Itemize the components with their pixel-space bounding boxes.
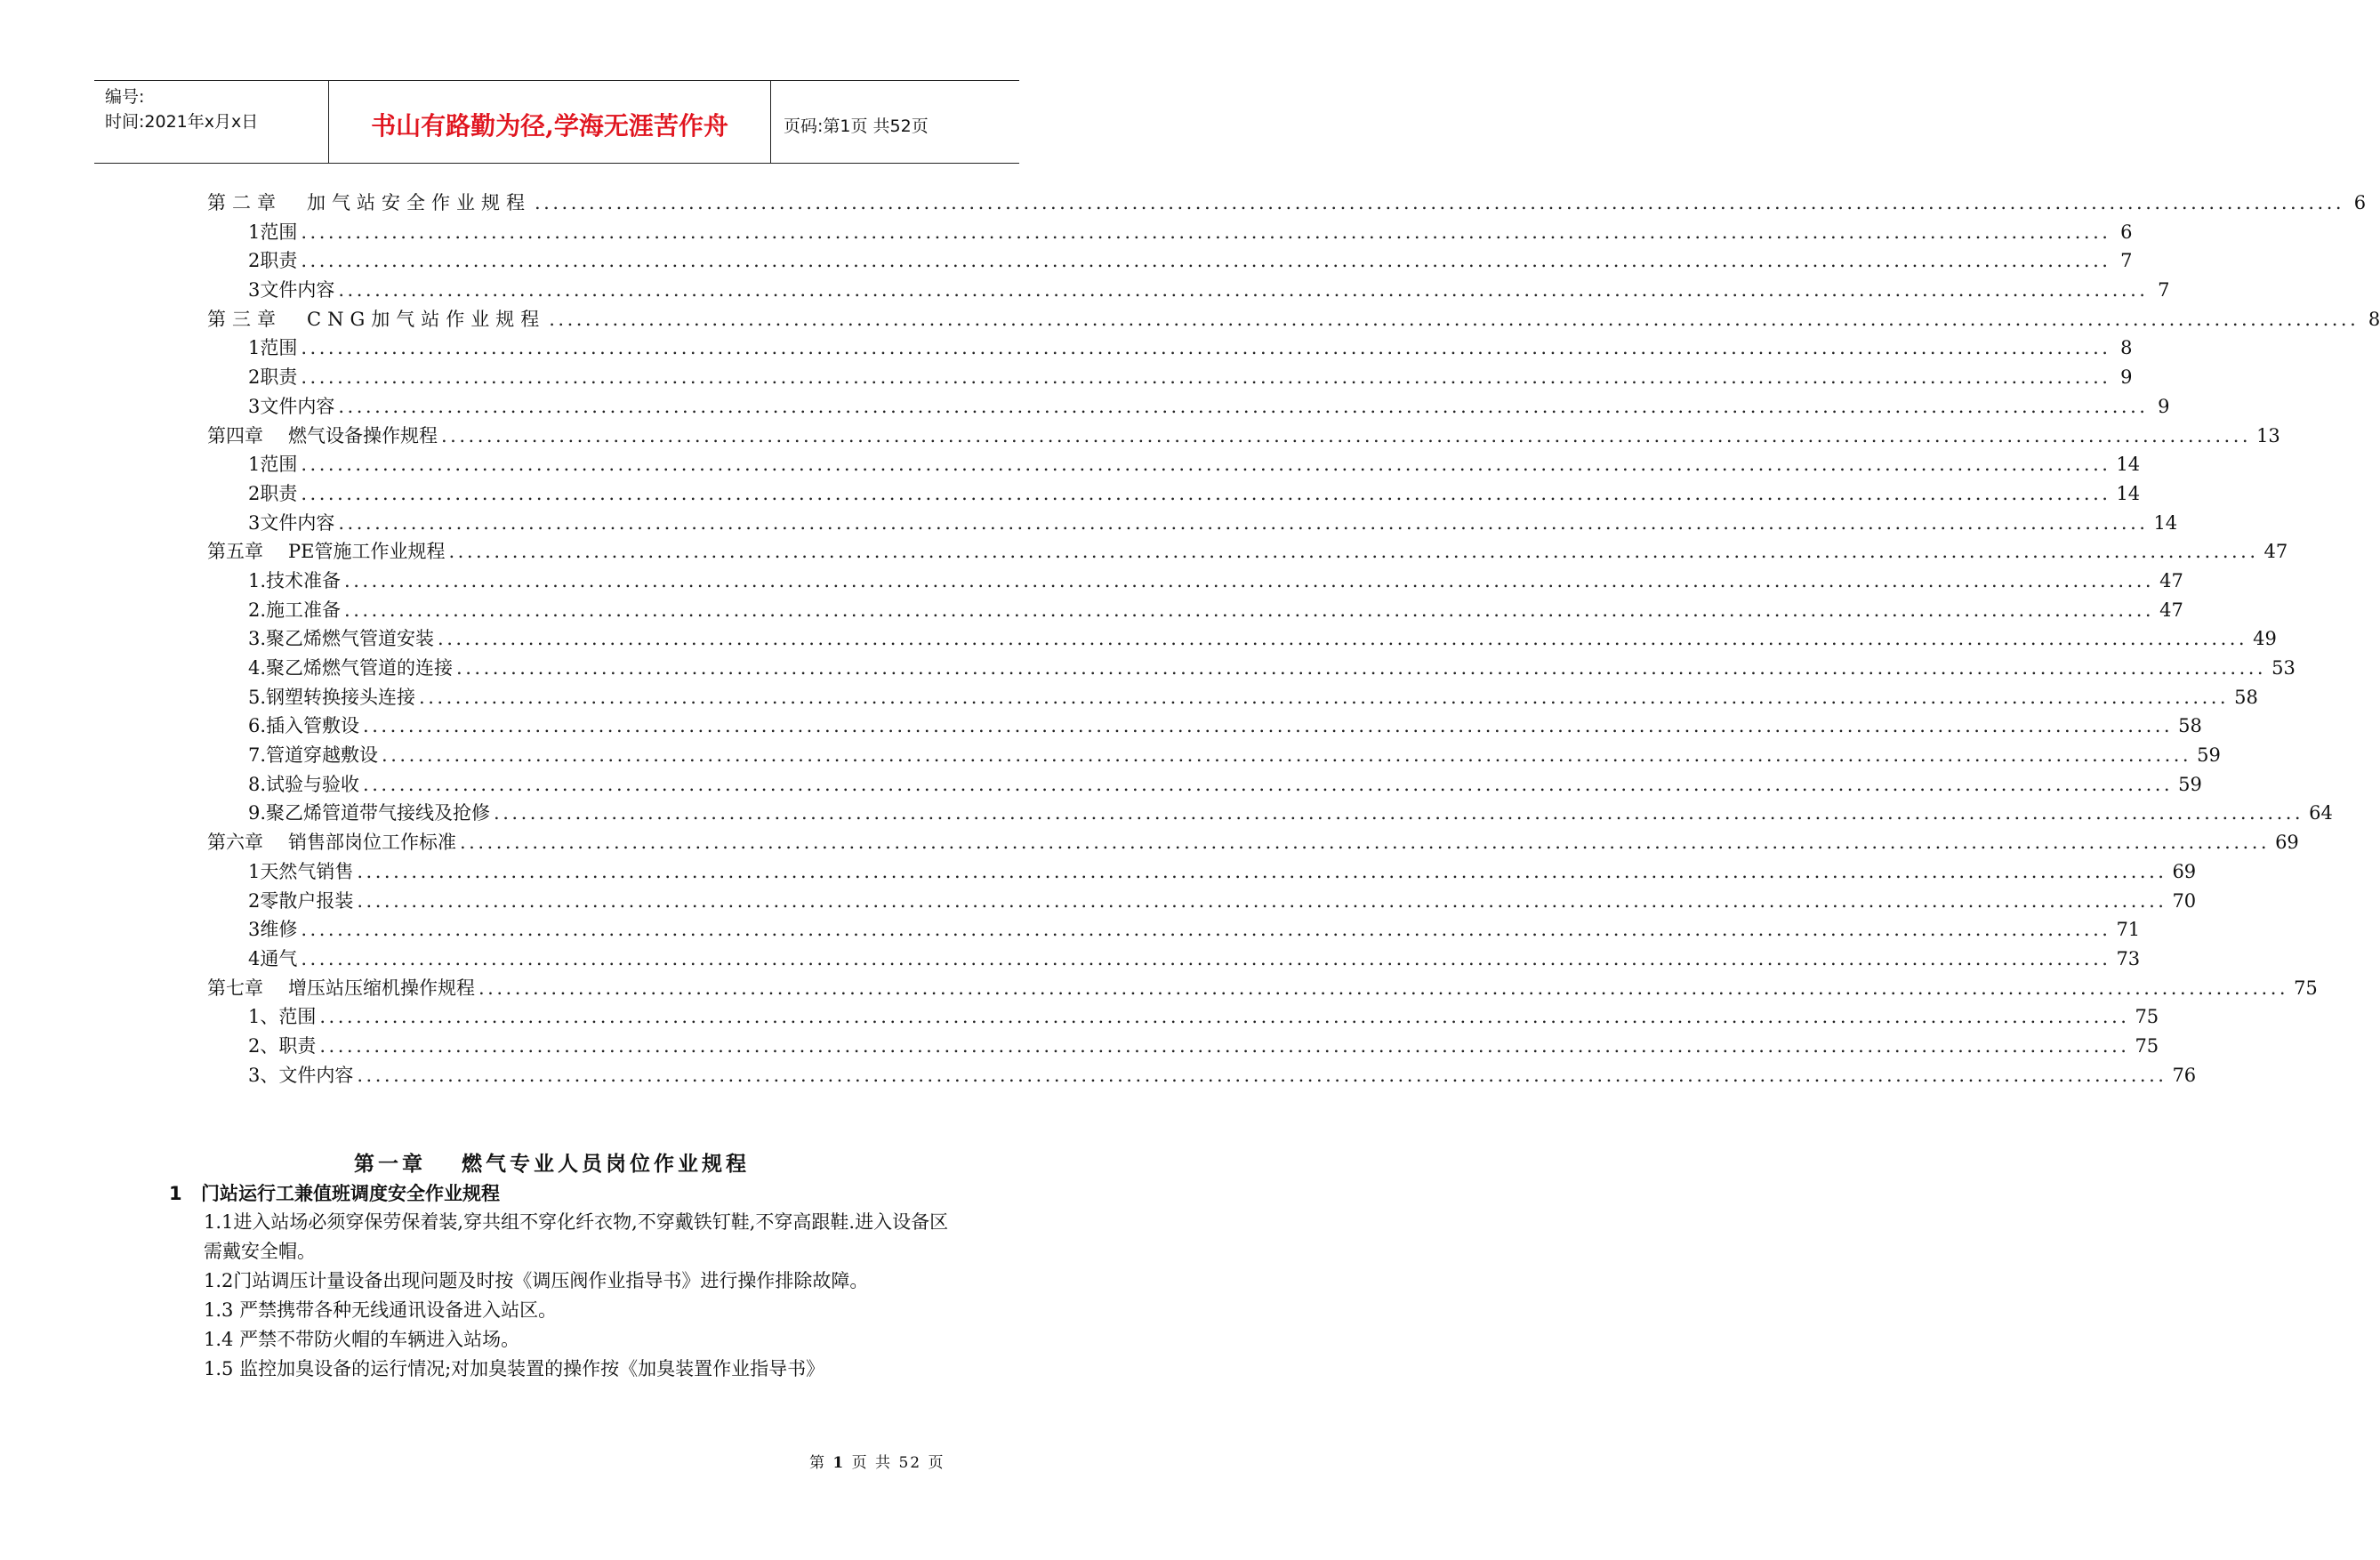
toc-entry-number: 7.	[248, 744, 267, 767]
toc-entry-title: 文件内容	[260, 395, 335, 417]
paragraph: 1.3 严禁携带各种无线通讯设备进入站区。	[204, 1299, 558, 1321]
toc-entry-page: 70	[2172, 889, 2197, 912]
toc-item-entry[interactable]	[207, 1002, 2159, 1032]
toc-entry-title: 增压站压缩机操作规程	[288, 977, 475, 999]
toc-entry-page: 69	[2275, 832, 2299, 854]
toc-entry-title: 职责	[260, 482, 298, 504]
toc-leader-dots: ........................................................................................................................................................................................................	[301, 947, 2111, 969]
toc-item-entry[interactable]	[207, 712, 2202, 741]
toc-leader-dots: ........................................................................................................................................................................................................	[357, 860, 2167, 882]
toc-entry-page: 58	[2178, 715, 2202, 737]
toc-item-entry[interactable]	[207, 1032, 2159, 1061]
toc-entry-number: 3.	[248, 628, 267, 650]
toc-leader-dots: ........................................................................................................................................................................................................	[382, 744, 2192, 767]
toc-entry-page: 59	[2197, 744, 2221, 767]
toc-entry-title: 文件内容	[260, 279, 335, 302]
header-page-label: 页码:第1页 共52页	[784, 116, 929, 136]
toc-leader-dots: ........................................................................................................................................................................................................	[438, 628, 2248, 650]
header-motto: 书山有路勤为径,学海无涯苦作舟	[329, 81, 771, 163]
page-footer	[809, 1450, 945, 1472]
toc-entry-page: 14	[2116, 454, 2141, 476]
toc-entry-number: 2	[248, 250, 261, 272]
paragraph: 1.1进入站场必须穿保劳保着装,穿共组不穿化纤衣物,不穿戴铁钉鞋,不穿高跟鞋.进入设备区需戴安全帽。	[204, 1211, 949, 1262]
toc-entry-page: 75	[2135, 1006, 2159, 1028]
toc-leader-dots: ........................................................................................................................................................................................................	[319, 1034, 2130, 1057]
toc-entry-page: 53	[2271, 657, 2296, 679]
toc-entry-page: 71	[2116, 919, 2141, 941]
toc-entry-number: 3、	[248, 1064, 279, 1086]
toc-leader-dots: ........................................................................................................................................................................................................	[301, 366, 2111, 389]
toc-chapter-entry[interactable]	[207, 305, 2380, 334]
toc-entry-number: 1	[248, 337, 261, 359]
toc-entry-title: CNG加气站作业规程	[307, 308, 546, 330]
toc-entry-title: 聚乙烯管道带气接线及抢修	[266, 802, 491, 824]
toc-leader-dots: ........................................................................................................................................................................................................	[478, 977, 2289, 999]
toc-item-entry[interactable]	[207, 654, 2296, 683]
toc-entry-number: 8.	[248, 773, 267, 795]
toc-entry-page: 8	[2368, 308, 2380, 330]
toc-entry-number: 3	[248, 511, 261, 534]
toc-entry-title: 燃气设备操作规程	[288, 424, 438, 446]
toc-entry-page: 73	[2116, 947, 2141, 969]
toc-leader-dots: ........................................................................................................................................................................................................	[363, 715, 2174, 737]
toc-entry-title: 职责	[278, 1034, 317, 1057]
toc-leader-dots: ........................................................................................................................................................................................................	[357, 889, 2167, 912]
footer-mid: 页 共	[851, 1454, 893, 1472]
toc-entry-number: 2	[248, 889, 261, 912]
toc-item-entry[interactable]	[207, 799, 2333, 828]
toc-entry-number: 第五章	[207, 541, 263, 563]
toc-leader-dots: ........................................................................................................................................................................................................	[494, 802, 2304, 824]
toc-entry-number: 1.	[248, 569, 267, 591]
toc-item-entry[interactable]	[207, 334, 2133, 363]
toc-leader-dots: ........................................................................................................................................................................................................	[301, 454, 2111, 476]
toc-item-entry[interactable]	[207, 683, 2258, 712]
toc-item-entry[interactable]	[207, 567, 2183, 596]
toc-entry-title: 天然气销售	[260, 860, 354, 882]
toc-entry-number: 3	[248, 395, 261, 417]
toc-entry-title: 文件内容	[278, 1064, 354, 1086]
toc-item-entry[interactable]	[207, 450, 2141, 479]
toc-leader-dots: ........................................................................................................................................................................................................	[448, 541, 2259, 563]
paragraph: 1.5 监控加臭设备的运行情况;对加臭装置的操作按《加臭装置作业指导书》	[204, 1358, 825, 1379]
toc-entry-title: 管道穿越敷设	[266, 744, 379, 767]
toc-entry-page: 7	[2120, 250, 2133, 272]
toc-entry-page: 47	[2159, 599, 2183, 621]
toc-leader-dots: ........................................................................................................................................................................................................	[344, 569, 2155, 591]
toc-entry-number: 2	[248, 482, 261, 504]
toc-entry-number: 3	[248, 919, 261, 941]
toc-entry-page: 14	[2116, 482, 2141, 504]
toc-entry-number: 第六章	[207, 832, 263, 854]
toc-chapter-entry[interactable]	[207, 828, 2299, 857]
header-left-cell	[94, 81, 329, 163]
toc-entry-title: 职责	[260, 250, 298, 272]
toc-leader-dots: ........................................................................................................................................................................................................	[301, 337, 2111, 359]
footer-total-pages: 52	[898, 1454, 922, 1472]
toc-item-entry[interactable]	[207, 363, 2133, 392]
chapter-number: 第一章	[354, 1153, 426, 1176]
toc-entry-number: 1、	[248, 1006, 279, 1028]
toc-item-entry[interactable]	[207, 479, 2141, 509]
paragraph: 1.2门站调压计量设备出现问题及时按《调压阀作业指导书》进行操作排除故障。	[204, 1270, 869, 1291]
toc-entry-title: PE管施工作业规程	[288, 541, 446, 563]
toc-entry-page: 47	[2263, 541, 2288, 563]
toc-entry-number: 6.	[248, 715, 267, 737]
footer-prefix: 第	[809, 1454, 826, 1472]
toc-entry-page: 8	[2120, 337, 2133, 359]
toc-item-entry[interactable]	[207, 887, 2197, 916]
toc-entry-title: 文件内容	[260, 511, 335, 534]
toc-entry-number: 2.	[248, 599, 267, 621]
toc-entry-number: 第四章	[207, 424, 263, 446]
toc-entry-title: 销售部岗位工作标准	[288, 832, 456, 854]
toc-entry-title: 零散户报装	[260, 889, 354, 912]
toc-entry-title: 钢塑转换接头连接	[266, 686, 416, 708]
section-title: 门站运行工兼值班调度安全作业规程	[201, 1183, 500, 1204]
toc-item-entry[interactable]	[207, 392, 2170, 422]
toc-entry-title: 范围	[260, 337, 298, 359]
toc-entry-page: 13	[2256, 424, 2280, 446]
footer-suffix: 页	[928, 1454, 945, 1472]
toc-entry-page: 59	[2178, 773, 2202, 795]
toc-item-entry[interactable]	[207, 509, 2178, 538]
toc-leader-dots: ........................................................................................................................................................................................................	[301, 482, 2111, 504]
toc-item-entry[interactable]	[207, 857, 2197, 887]
toc-item-entry[interactable]	[207, 276, 2170, 305]
toc-item-entry[interactable]	[207, 624, 2277, 654]
toc-entry-title: 维修	[260, 919, 298, 941]
toc-entry-title: 施工准备	[266, 599, 342, 621]
toc-entry-title: 范围	[260, 221, 298, 243]
toc-entry-title: 加气站安全作业规程	[307, 192, 531, 213]
section-number: 1	[169, 1183, 182, 1204]
toc-entry-number: 4.	[248, 657, 267, 679]
toc-entry-title: 聚乙烯燃气管道的连接	[266, 657, 454, 679]
toc-leader-dots: ........................................................................................................................................................................................................	[338, 395, 2149, 417]
toc-leader-dots: ........................................................................................................................................................................................................	[301, 250, 2111, 272]
toc-entry-title: 技术准备	[266, 569, 342, 591]
toc-item-entry[interactable]	[207, 1061, 2197, 1090]
toc-item-entry[interactable]	[207, 218, 2133, 247]
toc-entry-title: 通气	[260, 947, 298, 969]
toc-leader-dots: ........................................................................................................................................................................................................	[460, 832, 2271, 854]
toc-leader-dots: ........................................................................................................................................................................................................	[338, 279, 2149, 302]
toc-item-entry[interactable]	[207, 246, 2133, 276]
toc-entry-number: 5.	[248, 686, 267, 708]
toc-entry-page: 9	[2158, 395, 2170, 417]
toc-chapter-entry[interactable]	[207, 974, 2318, 1003]
section-body	[204, 1208, 958, 1384]
toc-entry-page: 9	[2120, 366, 2133, 389]
toc-leader-dots: ........................................................................................................................................................................................................	[535, 192, 2345, 213]
table-of-contents	[207, 189, 2380, 1090]
toc-leader-dots: ........................................................................................................................................................................................................	[357, 1064, 2167, 1086]
toc-entry-number: 第二章	[207, 192, 282, 213]
toc-leader-dots: ........................................................................................................................................................................................................	[344, 599, 2155, 621]
toc-entry-page: 6	[2353, 192, 2367, 213]
document-number-label: 编号:	[105, 87, 145, 107]
toc-entry-number: 1	[248, 221, 261, 243]
toc-item-entry[interactable]	[207, 945, 2141, 974]
toc-entry-number: 第三章	[207, 308, 282, 330]
toc-entry-number: 2	[248, 366, 261, 389]
toc-leader-dots: ........................................................................................................................................................................................................	[441, 424, 2252, 446]
toc-entry-title: 范围	[260, 454, 298, 476]
toc-entry-page: 14	[2153, 511, 2178, 534]
toc-entry-number: 4	[248, 947, 261, 969]
toc-leader-dots: ........................................................................................................................................................................................................	[419, 686, 2230, 708]
toc-leader-dots: ........................................................................................................................................................................................................	[301, 221, 2111, 243]
toc-entry-page: 64	[2309, 802, 2333, 824]
toc-entry-page: 49	[2253, 628, 2277, 650]
toc-entry-title: 插入管敷设	[266, 715, 360, 737]
toc-entry-title: 聚乙烯燃气管道安装	[266, 628, 435, 650]
toc-item-entry[interactable]	[207, 741, 2221, 770]
toc-entry-page: 76	[2172, 1064, 2197, 1086]
footer-page-number: 1	[832, 1454, 846, 1472]
toc-leader-dots: ........................................................................................................................................................................................................	[319, 1006, 2130, 1028]
toc-entry-number: 9.	[248, 802, 267, 824]
toc-entry-page: 69	[2172, 860, 2197, 882]
toc-entry-number: 2、	[248, 1034, 279, 1057]
paragraph: 1.4 严禁不带防火帽的车辆进入站场。	[204, 1329, 520, 1350]
toc-entry-page: 75	[2135, 1034, 2159, 1057]
toc-entry-page: 47	[2159, 569, 2183, 591]
toc-entry-number: 第七章	[207, 977, 263, 999]
toc-chapter-entry[interactable]	[207, 537, 2288, 567]
toc-entry-title: 职责	[260, 366, 298, 389]
toc-item-entry[interactable]	[207, 596, 2183, 625]
toc-chapter-entry[interactable]	[207, 189, 2367, 218]
page-header	[94, 80, 1019, 164]
toc-entry-page: 7	[2158, 279, 2170, 302]
toc-leader-dots: ........................................................................................................................................................................................................	[338, 511, 2149, 534]
toc-entry-page: 58	[2234, 686, 2258, 708]
section-heading	[169, 1179, 500, 1206]
toc-entry-page: 6	[2120, 221, 2133, 243]
chapter-title	[0, 1147, 1104, 1177]
toc-leader-dots: ........................................................................................................................................................................................................	[363, 773, 2174, 795]
toc-leader-dots: ........................................................................................................................................................................................................	[549, 308, 2360, 330]
toc-entry-title: 试验与验收	[266, 773, 360, 795]
toc-entry-page: 75	[2294, 977, 2318, 999]
toc-item-entry[interactable]	[207, 915, 2141, 945]
toc-leader-dots: ........................................................................................................................................................................................................	[301, 919, 2111, 941]
toc-chapter-entry[interactable]	[207, 422, 2280, 451]
toc-leader-dots: ........................................................................................................................................................................................................	[456, 657, 2267, 679]
chapter-name: 燃气专业人员岗位作业规程	[462, 1153, 750, 1176]
toc-entry-number: 3	[248, 279, 261, 302]
toc-item-entry[interactable]	[207, 770, 2202, 800]
document-time-label: 时间:2021年x月x日	[105, 112, 259, 132]
toc-entry-number: 1	[248, 860, 261, 882]
toc-entry-title: 范围	[278, 1006, 317, 1028]
toc-entry-number: 1	[248, 454, 261, 476]
